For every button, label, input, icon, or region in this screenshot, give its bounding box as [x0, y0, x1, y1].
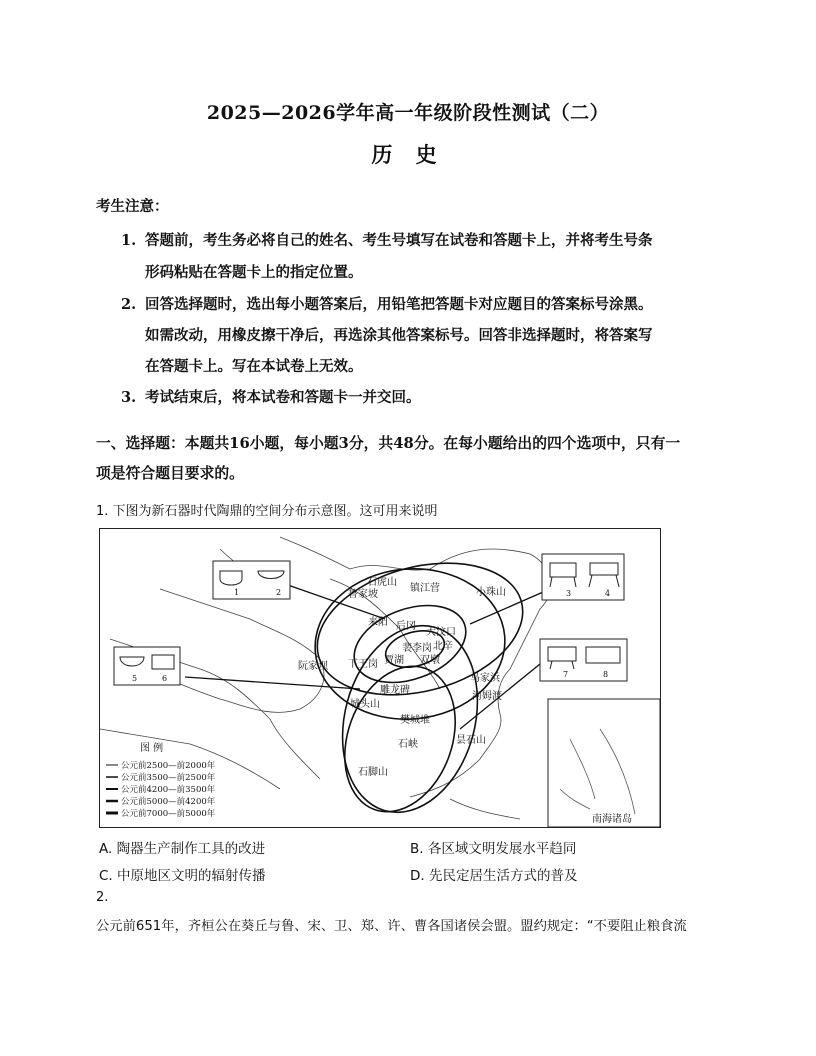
place-label: 下王岗	[348, 659, 378, 670]
legend-label: 公元前7000—前5000年	[121, 809, 216, 819]
notice-item-number: 3.	[121, 389, 137, 406]
vessel-box-5-6	[114, 647, 180, 685]
notice-item-number: 1.	[121, 232, 137, 249]
place-label: 昙石山	[456, 735, 486, 746]
place-label: 石脚山	[358, 767, 388, 778]
inset-map-frame	[548, 699, 660, 827]
vessel-number: 7	[563, 670, 569, 679]
place-label: 石峡	[398, 739, 418, 750]
section-heading-cont: 项是符合题目要求的。	[96, 465, 244, 482]
place-label: 双墩	[420, 655, 440, 666]
legend-label: 公元前2500—前2000年	[121, 761, 216, 771]
place-label: 小珠山	[476, 587, 506, 598]
vessel-box-7-8	[540, 639, 627, 681]
notice-item-1-cont: 形码粘贴在答题卡上的指定位置。	[145, 264, 363, 281]
notice-item-text: 回答选择题时，选出每小题答案后，用铅笔把答题卡对应题目的答案标号涂黑。	[145, 296, 653, 313]
place-label: 樊城堆	[400, 715, 430, 726]
notice-item-2	[121, 296, 653, 313]
option-d[interactable]: D. 先民定居生活方式的普及	[410, 868, 578, 884]
place-label: 北辛	[433, 641, 453, 652]
vessel-number: 8	[603, 670, 609, 679]
option-b[interactable]: B. 各区域文明发展水平趋同	[410, 841, 577, 857]
notice-item-2-cont2: 在答题卡上。写在本试卷上无效。	[145, 358, 363, 375]
vessel-number: 3	[566, 589, 572, 598]
vessel-number: 1	[234, 588, 240, 597]
place-label: 大汶口	[426, 627, 456, 638]
vessel-number: 2	[276, 588, 282, 597]
option-a[interactable]: A. 陶器生产制作工具的改进	[99, 841, 266, 857]
notice-item-number: 2.	[121, 296, 137, 313]
place-label: 阮家坝	[298, 661, 328, 672]
subject-title: 历 史	[371, 142, 445, 167]
legend-label: 公元前4200—前3500年	[121, 785, 216, 795]
place-label: 鲁家坡	[348, 589, 378, 600]
place-label: 后冈	[396, 621, 416, 632]
question-1-stem: 1. 下图为新石器时代陶鼎的空间分布示意图。这可用来说明	[96, 504, 438, 519]
vessel-number: 5	[132, 674, 138, 683]
vessel-number: 6	[162, 674, 168, 683]
place-label: 马家浜	[470, 673, 500, 684]
place-label: 河姆渡	[472, 691, 502, 702]
place-label: 石虎山	[367, 577, 397, 588]
place-label: 贾湖	[384, 655, 404, 666]
place-label: 裴李岗	[402, 643, 432, 654]
legend-label: 公元前5000—前4200年	[121, 797, 216, 807]
legend-label: 公元前3500—前2500年	[121, 773, 216, 783]
notice-item-text: 答题前，考生务必将自己的姓名、考生号填写在试卷和答题卡上，并将考生号条	[145, 232, 653, 249]
question-2-stem: 公元前651年，齐桓公在葵丘与鲁、宋、卫、郑、许、曹各国诸侯会盟。盟约规定：“不要阻止粮食流	[96, 919, 687, 934]
notice-item-2-cont: 如需改动，用橡皮擦干净后，再选涂其他答案标号。回答非选择题时，将答案写	[145, 327, 653, 344]
map-legend	[106, 741, 216, 819]
ring-1	[303, 542, 538, 716]
section-heading: 一、选择题：本题共16小题，每小题3分，共48分。在每小题给出的四个选项中，只有一	[96, 435, 681, 452]
notice-item-text: 考试结束后，将本试卷和答题卡一并交回。	[145, 389, 421, 406]
question-2-number: 2.	[96, 890, 109, 905]
place-label: 雕龙碑	[380, 685, 410, 696]
place-label: 城头山	[350, 699, 380, 710]
legend-title: 图 例	[140, 743, 164, 754]
option-c[interactable]: C. 中原地区文明的辐射传播	[99, 868, 266, 884]
place-label: 来阳	[368, 617, 388, 628]
notice-item-1	[121, 232, 653, 249]
place-label: 镇江营	[410, 583, 440, 594]
exam-title: 2025—2026学年高一年级阶段性测试（二）	[206, 102, 610, 124]
pottery-distribution-map	[99, 528, 661, 828]
notice-heading: 考生注意：	[96, 198, 169, 215]
inset-map-label: 南海诸岛	[592, 814, 632, 825]
vessel-number: 4	[605, 589, 611, 598]
notice-item-3	[121, 389, 421, 406]
